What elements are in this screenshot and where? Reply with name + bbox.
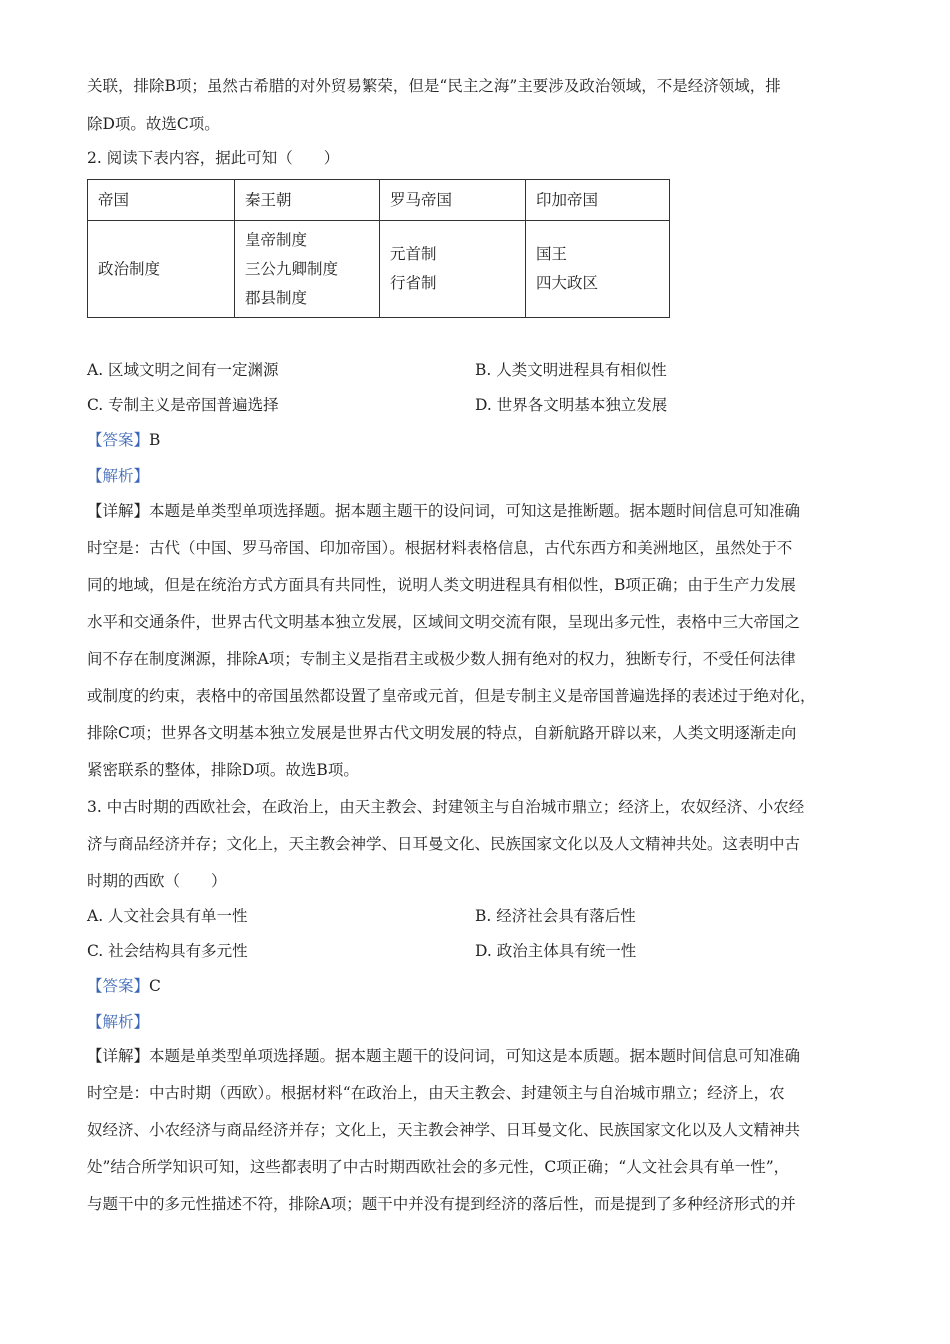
detail-line: 时空是：古代（中国、罗马帝国、印加帝国）。根据材料表格信息，古代东西方和美洲地区，虽然处于不 [87,539,793,557]
cell-line: 元首制 [390,245,437,263]
cell-line: 四大政区 [536,274,599,292]
question-3-stem: 济与商品经济并存；文化上，天主教会神学、日耳曼文化、民族国家文化以及人文精神共处。这表明中古 [87,835,801,853]
option-a: A. 区域文明之间有一定渊源 [87,361,279,379]
detail-line: 水平和交通条件，世界古代文明基本独立发展，区域间文明交流有限，呈现出多元性，表格中三大帝国之 [87,613,801,631]
cell-line: 国王 [536,245,568,263]
analysis-tag: 【解析】 [87,1013,150,1031]
option-c: C. 专制主义是帝国普遍选择 [87,396,279,414]
table-cell-rome [380,221,526,318]
option-b: B. 人类文明进程具有相似性 [475,361,667,379]
question-3-stem: 时期的西欧（ ） [87,872,227,890]
detail-line: 紧密联系的整体，排除D项。故选B项。 [87,761,359,779]
option-d: D. 政治主体具有统一性 [475,942,637,960]
table-header-cell: 罗马帝国 [380,180,526,221]
answer-line [87,976,161,996]
option-a: A. 人文社会具有单一性 [87,907,248,925]
detail-text: 本题是单类型单项选择题。据本题主题干的设问词，可知这是本质题。据本题时间信息可知准确 [149,1047,801,1065]
analysis-tag: 【解析】 [87,467,150,485]
detail-tag: 【详解】 [87,1047,150,1065]
detail-line [87,1046,800,1066]
cell-line: 行省制 [390,274,437,292]
text-line: 关联，排除B项；虽然古希腊的对外贸易繁荣，但是“民主之海”主要涉及政治领域，不是经济领域，排 [87,77,781,95]
detail-line: 奴经济、小农经济与商品经济并存；文化上，天主教会神学、日耳曼文化、民族国家文化以及人文精神共 [87,1121,801,1139]
table-header-cell: 帝国 [88,180,235,221]
cell-line: 三公九卿制度 [245,259,339,278]
table-cell-qin [235,221,380,318]
detail-text: 本题是单类型单项选择题。据本题主题干的设问词，可知这是推断题。据本题时间信息可知准确 [149,502,801,520]
answer-line [87,430,160,450]
table-header-cell: 秦王朝 [235,180,380,221]
comparison-table [87,179,670,318]
answer-value: C [149,977,161,995]
detail-line: 同的地域，但是在统治方式方面具有共同性，说明人类文明进程具有相似性，B项正确；由于生产力发展 [87,576,796,594]
question-2-stem: 2. 阅读下表内容，据此可知（ ） [87,149,340,167]
detail-line: 或制度的约束，表格中的帝国虽然都设置了皇帝或元首，但是专制主义是帝国普遍选择的表述过于绝对化， [87,687,816,705]
detail-line: 与题干中的多元性描述不符，排除A项；题干中并没有提到经济的落后性，而是提到了多种经济形式的并 [87,1195,796,1213]
detail-line: 排除C项；世界各文明基本独立发展是世界古代文明发展的特点，自新航路开辟以来，人类文明逐渐走向 [87,724,797,742]
answer-value: B [149,431,161,449]
option-d: D. 世界各文明基本独立发展 [475,396,668,414]
detail-line: 间不存在制度渊源，排除A项；专制主义是指君主或极少数人拥有绝对的权力，独断专行，不受任何法律 [87,650,796,668]
cell-line: 郡县制度 [245,288,308,307]
table-header-cell: 印加帝国 [526,180,670,221]
question-3-stem: 3. 中古时期的西欧社会，在政治上，由天主教会、封建领主与自治城市鼎立；经济上，农奴经济、小农经 [87,798,805,816]
detail-line: 时空是：中古时期（西欧）。根据材料“在政治上，由天主教会、封建领主与自治城市鼎立；经济上，农 [87,1084,785,1102]
text-line: 除D项。故选C项。 [87,115,220,133]
table-row-label: 政治制度 [88,221,235,318]
detail-line: 处”结合所学知识可知，这些都表明了中古时期西欧社会的多元性，C项正确；“人文社会具有单一性”， [87,1158,790,1176]
option-b: B. 经济社会具有落后性 [475,907,636,925]
detail-line [87,501,800,521]
answer-tag: 【答案】 [87,977,150,995]
cell-line: 皇帝制度 [245,230,308,249]
table-cell-inca [526,221,670,318]
answer-tag: 【答案】 [87,431,150,449]
detail-tag: 【详解】 [87,502,150,520]
option-c: C. 社会结构具有多元性 [87,942,248,960]
